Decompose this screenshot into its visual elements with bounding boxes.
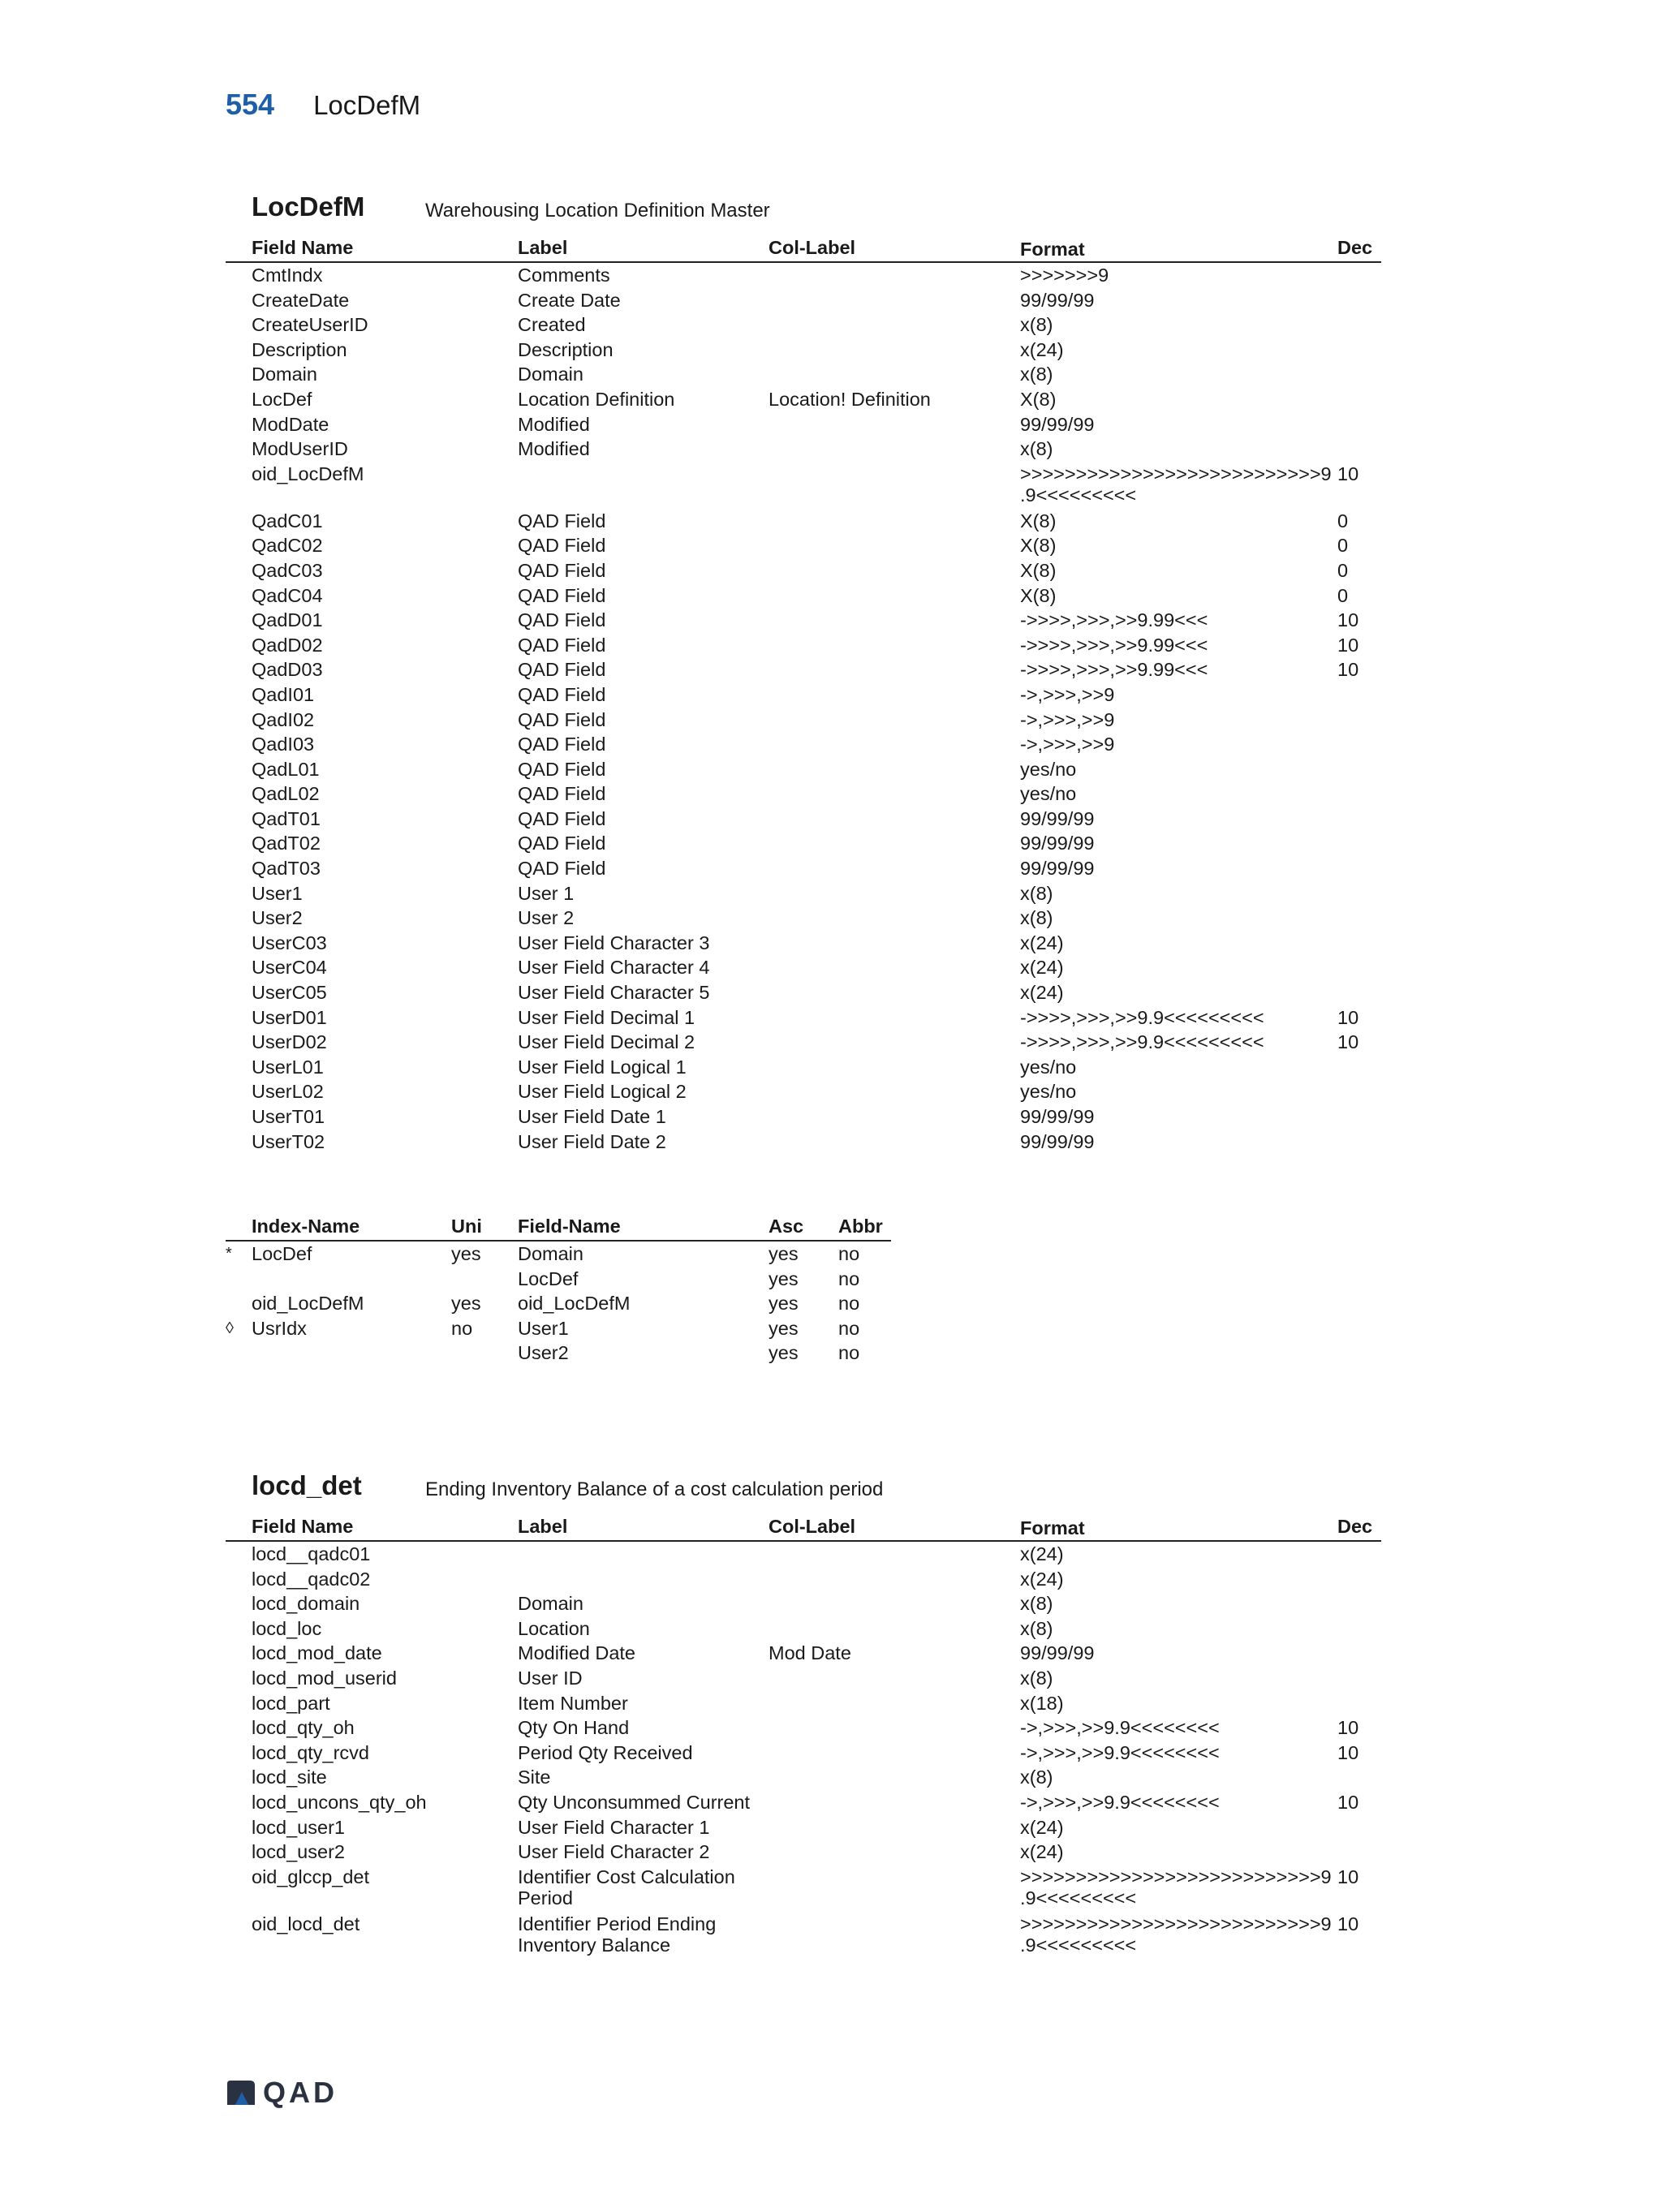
format-cell: yes/no xyxy=(1020,783,1077,805)
label-cell: User ID xyxy=(518,1667,583,1689)
label-cell: Qty Unconsummed Current xyxy=(518,1791,751,1813)
header-format: Format xyxy=(1020,1517,1085,1539)
format-cell: 99/99/99 xyxy=(1020,1642,1095,1664)
field-name-cell: oid_LocDefM xyxy=(252,463,364,484)
format-cell: >>>>>>>>>>>>>>>>>>>>>>>>>>>9 .9<<<<<<<<< xyxy=(1020,1913,1332,1956)
label-cell: Domain xyxy=(518,364,583,385)
field-name-cell: UserC04 xyxy=(252,957,327,979)
field-name-cell: QadT01 xyxy=(252,807,321,829)
table-row xyxy=(226,362,1381,387)
index-row xyxy=(226,1291,891,1316)
field-name-cell: UserL01 xyxy=(252,1056,324,1078)
dec-cell: 10 xyxy=(1337,1791,1359,1813)
field-name-cell: Description xyxy=(252,338,347,360)
table-row xyxy=(226,682,1381,708)
format-cell: x(8) xyxy=(1020,882,1053,904)
label-cell: QAD Field xyxy=(518,708,606,730)
table-row xyxy=(226,906,1381,931)
index-field-cell: User1 xyxy=(518,1317,569,1339)
label-cell: Identifier Period Ending Inventory Balance xyxy=(518,1913,717,1956)
label-cell: Description xyxy=(518,338,614,360)
table-row xyxy=(226,263,1381,288)
label-cell: Created xyxy=(518,314,586,336)
label-cell: Identifier Cost Calculation Period xyxy=(518,1866,735,1909)
table-row xyxy=(226,1079,1381,1104)
table-row xyxy=(226,1715,1381,1741)
table-row xyxy=(226,1691,1381,1716)
table-section-locd-det xyxy=(226,1470,1381,1959)
format-cell: >>>>>>>>>>>>>>>>>>>>>>>>>>>9 .9<<<<<<<<< xyxy=(1020,1866,1332,1909)
field-name-cell: QadL01 xyxy=(252,758,320,780)
uni-cell: yes xyxy=(451,1243,481,1264)
format-cell: ->>>>,>>>,>>9.99<<< xyxy=(1020,634,1208,656)
format-cell: ->>>>,>>>,>>9.9<<<<<<<<< xyxy=(1020,1031,1264,1053)
index-field-cell: User2 xyxy=(518,1342,569,1364)
field-name-cell: QadD02 xyxy=(252,634,323,656)
field-name-cell: UserT02 xyxy=(252,1130,325,1152)
table-row xyxy=(226,955,1381,980)
field-name-cell: locd_user1 xyxy=(252,1816,345,1838)
label-cell: Create Date xyxy=(518,289,621,311)
field-name-cell: UserC05 xyxy=(252,982,327,1004)
label-cell: QAD Field xyxy=(518,659,606,681)
field-name-cell: locd_mod_userid xyxy=(252,1667,397,1689)
label-cell: QAD Field xyxy=(518,634,606,656)
table-row xyxy=(226,1815,1381,1840)
field-name-cell: locd_uncons_qty_oh xyxy=(252,1791,427,1813)
label-cell: User Field Decimal 1 xyxy=(518,1006,695,1028)
header-field-name: Field-Name xyxy=(518,1216,621,1237)
asc-cell: yes xyxy=(769,1317,799,1339)
field-name-cell: QadI02 xyxy=(252,708,315,730)
format-cell: 99/99/99 xyxy=(1020,858,1095,880)
field-name-cell: locd_qty_rcvd xyxy=(252,1741,369,1763)
index-name-cell: UsrIdx xyxy=(252,1317,307,1339)
page-header xyxy=(226,88,420,128)
field-name-cell: locd_qty_oh xyxy=(252,1717,355,1739)
index-section xyxy=(226,1216,1381,1366)
field-table xyxy=(226,237,1381,1154)
field-name-cell: locd_domain xyxy=(252,1593,360,1615)
label-cell: QAD Field xyxy=(518,758,606,780)
label-cell: Location xyxy=(518,1617,590,1639)
dec-cell: 10 xyxy=(1337,1717,1359,1739)
field-name-cell: oid_glccp_det xyxy=(252,1866,370,1887)
label-cell: User Field Character 4 xyxy=(518,957,710,979)
label-cell: Domain xyxy=(518,1593,583,1615)
field-table-body xyxy=(226,263,1381,1154)
table-description: Ending Inventory Balance of a cost calculation period xyxy=(425,1478,884,1500)
table-row xyxy=(226,1741,1381,1766)
table-row xyxy=(226,1865,1381,1912)
table-row xyxy=(226,558,1381,583)
field-name-cell: QadC01 xyxy=(252,510,323,531)
table-row xyxy=(226,757,1381,782)
dec-cell: 10 xyxy=(1337,634,1359,656)
field-name-cell: UserD02 xyxy=(252,1031,327,1053)
table-row xyxy=(226,288,1381,313)
format-cell: ->,>>>,>>9.9<<<<<<<< xyxy=(1020,1791,1220,1813)
format-cell: x(18) xyxy=(1020,1692,1064,1714)
label-cell: Modified Date xyxy=(518,1642,635,1664)
field-name-cell: User2 xyxy=(252,907,303,929)
format-cell: ->>>>,>>>,>>9.99<<< xyxy=(1020,659,1208,681)
uni-cell: no xyxy=(451,1317,473,1339)
index-marker: ◊ xyxy=(226,1319,234,1337)
format-cell: 99/99/99 xyxy=(1020,1130,1095,1152)
page-header-title: LocDefM xyxy=(313,90,421,120)
table-row xyxy=(226,657,1381,682)
asc-cell: yes xyxy=(769,1267,799,1289)
field-name-cell: QadI03 xyxy=(252,734,315,755)
label-cell: QAD Field xyxy=(518,510,606,531)
format-cell: yes/no xyxy=(1020,758,1077,780)
label-cell: User Field Date 1 xyxy=(518,1106,666,1127)
label-cell: QAD Field xyxy=(518,858,606,880)
label-cell: QAD Field xyxy=(518,807,606,829)
table-row xyxy=(226,533,1381,558)
table-row xyxy=(226,1005,1381,1031)
label-cell: User Field Character 5 xyxy=(518,982,710,1004)
field-name-cell: QadD03 xyxy=(252,659,323,681)
format-cell: yes/no xyxy=(1020,1081,1077,1103)
label-cell: QAD Field xyxy=(518,683,606,705)
label-cell: QAD Field xyxy=(518,535,606,557)
label-cell: QAD Field xyxy=(518,833,606,854)
label-cell: User Field Decimal 2 xyxy=(518,1031,695,1053)
table-row xyxy=(226,312,1381,338)
format-cell: 99/99/99 xyxy=(1020,807,1095,829)
dec-cell: 10 xyxy=(1337,1006,1359,1028)
table-name: LocDefM xyxy=(252,192,365,222)
table-row xyxy=(226,462,1381,509)
format-cell: x(8) xyxy=(1020,314,1053,336)
format-cell: x(8) xyxy=(1020,364,1053,385)
field-name-cell: QadC04 xyxy=(252,584,323,606)
format-cell: ->>>>,>>>,>>9.9<<<<<<<<< xyxy=(1020,1006,1264,1028)
abbr-cell: no xyxy=(838,1317,860,1339)
index-table-body xyxy=(226,1242,891,1366)
field-table-header xyxy=(226,1516,1381,1542)
format-cell: x(24) xyxy=(1020,1568,1064,1590)
field-name-cell: QadC02 xyxy=(252,535,323,557)
format-cell: x(8) xyxy=(1020,1667,1053,1689)
field-table-body xyxy=(226,1542,1381,1959)
format-cell: X(8) xyxy=(1020,584,1057,606)
table-row xyxy=(226,1591,1381,1616)
dec-cell: 0 xyxy=(1337,559,1349,581)
table-row xyxy=(226,1567,1381,1592)
index-name-cell: oid_LocDefM xyxy=(252,1293,364,1315)
table-row xyxy=(226,1030,1381,1055)
header-field-name: Field Name xyxy=(252,1516,354,1537)
field-name-cell: locd__qadc01 xyxy=(252,1543,371,1564)
table-row xyxy=(226,881,1381,906)
index-field-cell: Domain xyxy=(518,1243,583,1264)
qad-logo xyxy=(226,2076,338,2110)
label-cell: Period Qty Received xyxy=(518,1741,693,1763)
table-section-locdefm xyxy=(226,192,1381,1154)
format-cell: x(8) xyxy=(1020,1767,1053,1788)
dec-cell: 10 xyxy=(1337,659,1359,681)
table-row xyxy=(226,807,1381,832)
abbr-cell: no xyxy=(838,1293,860,1315)
format-cell: x(8) xyxy=(1020,1617,1053,1639)
format-cell: X(8) xyxy=(1020,559,1057,581)
format-cell: X(8) xyxy=(1020,510,1057,531)
field-name-cell: locd__qadc02 xyxy=(252,1568,371,1590)
label-cell: User Field Date 2 xyxy=(518,1130,666,1152)
label-cell: Modified xyxy=(518,438,590,460)
format-cell: x(24) xyxy=(1020,338,1064,360)
dec-cell: 10 xyxy=(1337,1031,1359,1053)
index-table xyxy=(226,1216,891,1366)
label-cell: User Field Character 1 xyxy=(518,1816,710,1838)
table-row xyxy=(226,1104,1381,1130)
table-row xyxy=(226,387,1381,412)
table-row xyxy=(226,338,1381,363)
format-cell: x(24) xyxy=(1020,1543,1064,1564)
header-label: Label xyxy=(518,1516,568,1537)
label-cell: QAD Field xyxy=(518,609,606,631)
asc-cell: yes xyxy=(769,1243,799,1264)
field-name-cell: locd_loc xyxy=(252,1617,322,1639)
index-field-cell: oid_LocDefM xyxy=(518,1293,631,1315)
table-row xyxy=(226,931,1381,956)
col-label-cell: Location! Definition xyxy=(769,388,931,410)
col-label-cell: Mod Date xyxy=(769,1642,851,1664)
index-row xyxy=(226,1316,891,1341)
format-cell: ->,>>>,>>9 xyxy=(1020,683,1115,705)
field-name-cell: locd_user2 xyxy=(252,1841,345,1863)
page-number: 554 xyxy=(226,88,275,121)
dec-cell: 0 xyxy=(1337,535,1349,557)
table-row xyxy=(226,633,1381,658)
dec-cell: 10 xyxy=(1337,1913,1359,1934)
table-description: Warehousing Location Definition Master xyxy=(425,200,770,222)
table-row xyxy=(226,831,1381,856)
qad-logo-icon xyxy=(226,2079,258,2107)
asc-cell: yes xyxy=(769,1342,799,1364)
field-name-cell: locd_mod_date xyxy=(252,1642,382,1664)
abbr-cell: no xyxy=(838,1267,860,1289)
dec-cell: 0 xyxy=(1337,584,1349,606)
table-row xyxy=(226,1616,1381,1642)
format-cell: x(8) xyxy=(1020,438,1053,460)
field-name-cell: locd_part xyxy=(252,1692,330,1714)
header-uni: Uni xyxy=(451,1216,482,1237)
dec-cell: 10 xyxy=(1337,1866,1359,1887)
uni-cell: yes xyxy=(451,1293,481,1315)
header-abbr: Abbr xyxy=(838,1216,883,1237)
field-name-cell: User1 xyxy=(252,882,303,904)
field-name-cell: QadI01 xyxy=(252,683,315,705)
table-row xyxy=(226,708,1381,733)
table-row xyxy=(226,1641,1381,1666)
label-cell: User 2 xyxy=(518,907,575,929)
field-name-cell: LocDef xyxy=(252,388,312,410)
format-cell: x(8) xyxy=(1020,907,1053,929)
field-name-cell: QadC03 xyxy=(252,559,323,581)
table-row xyxy=(226,509,1381,534)
header-index-name: Index-Name xyxy=(252,1216,360,1237)
label-cell: Modified xyxy=(518,413,590,435)
field-name-cell: ModUserID xyxy=(252,438,348,460)
table-title-row xyxy=(226,192,1381,232)
table-row xyxy=(226,1840,1381,1865)
asc-cell: yes xyxy=(769,1293,799,1315)
index-marker: * xyxy=(226,1245,232,1263)
table-name: locd_det xyxy=(252,1470,362,1500)
table-row xyxy=(226,980,1381,1005)
label-cell: User Field Logical 2 xyxy=(518,1081,687,1103)
format-cell: >>>>>>>9 xyxy=(1020,265,1109,286)
table-row xyxy=(226,583,1381,609)
table-row xyxy=(226,1765,1381,1790)
index-row xyxy=(226,1242,891,1267)
label-cell: Item Number xyxy=(518,1692,628,1714)
dec-cell: 0 xyxy=(1337,510,1349,531)
header-label: Label xyxy=(518,237,568,258)
field-name-cell: UserT01 xyxy=(252,1106,325,1127)
label-cell: Comments xyxy=(518,265,610,286)
field-table xyxy=(226,1516,1381,1959)
qad-logo-text: QAD xyxy=(263,2076,338,2109)
field-name-cell: CreateUserID xyxy=(252,314,368,336)
field-table-header xyxy=(226,237,1381,263)
field-name-cell: ModDate xyxy=(252,413,329,435)
field-name-cell: UserD01 xyxy=(252,1006,327,1028)
header-dec: Dec xyxy=(1337,237,1373,258)
field-name-cell: UserL02 xyxy=(252,1081,324,1103)
format-cell: x(24) xyxy=(1020,1841,1064,1863)
table-row xyxy=(226,1912,1381,1959)
format-cell: >>>>>>>>>>>>>>>>>>>>>>>>>>>9 .9<<<<<<<<< xyxy=(1020,463,1332,506)
index-field-cell: LocDef xyxy=(518,1267,579,1289)
label-cell: Location Definition xyxy=(518,388,675,410)
table-row xyxy=(226,1542,1381,1567)
index-table-header xyxy=(226,1216,891,1242)
index-name-cell: LocDef xyxy=(252,1243,312,1264)
dec-cell: 10 xyxy=(1337,463,1359,484)
field-name-cell: QadD01 xyxy=(252,609,323,631)
format-cell: x(8) xyxy=(1020,1593,1053,1615)
index-row xyxy=(226,1267,891,1292)
label-cell: QAD Field xyxy=(518,559,606,581)
format-cell: ->,>>>,>>9.9<<<<<<<< xyxy=(1020,1717,1220,1739)
field-name-cell: QadT02 xyxy=(252,833,321,854)
format-cell: ->,>>>,>>9.9<<<<<<<< xyxy=(1020,1741,1220,1763)
format-cell: ->,>>>,>>9 xyxy=(1020,734,1115,755)
format-cell: x(24) xyxy=(1020,932,1064,953)
field-name-cell: QadL02 xyxy=(252,783,320,805)
abbr-cell: no xyxy=(838,1342,860,1364)
field-name-cell: CreateDate xyxy=(252,289,350,311)
format-cell: 99/99/99 xyxy=(1020,1106,1095,1127)
table-row xyxy=(226,732,1381,757)
format-cell: x(24) xyxy=(1020,1816,1064,1838)
table-row xyxy=(226,1055,1381,1080)
format-cell: 99/99/99 xyxy=(1020,289,1095,311)
label-cell: Site xyxy=(518,1767,551,1788)
format-cell: ->,>>>,>>9 xyxy=(1020,708,1115,730)
index-row xyxy=(226,1341,891,1366)
format-cell: x(24) xyxy=(1020,957,1064,979)
field-name-cell: oid_locd_det xyxy=(252,1913,360,1934)
table-row xyxy=(226,412,1381,437)
label-cell: User 1 xyxy=(518,882,575,904)
label-cell: User Field Logical 1 xyxy=(518,1056,687,1078)
format-cell: 99/99/99 xyxy=(1020,413,1095,435)
label-cell: QAD Field xyxy=(518,584,606,606)
field-name-cell: CmtIndx xyxy=(252,265,323,286)
table-title-row xyxy=(226,1470,1381,1511)
field-name-cell: QadT03 xyxy=(252,858,321,880)
format-cell: X(8) xyxy=(1020,535,1057,557)
header-col-label: Col-Label xyxy=(769,237,856,258)
table-row xyxy=(226,437,1381,462)
abbr-cell: no xyxy=(838,1243,860,1264)
format-cell: ->>>>,>>>,>>9.99<<< xyxy=(1020,609,1208,631)
table-row xyxy=(226,1666,1381,1691)
header-dec: Dec xyxy=(1337,1516,1373,1537)
format-cell: yes/no xyxy=(1020,1056,1077,1078)
header-format: Format xyxy=(1020,239,1085,260)
table-row xyxy=(226,608,1381,633)
field-name-cell: locd_site xyxy=(252,1767,327,1788)
format-cell: X(8) xyxy=(1020,388,1057,410)
format-cell: 99/99/99 xyxy=(1020,833,1095,854)
label-cell: QAD Field xyxy=(518,734,606,755)
table-row xyxy=(226,1790,1381,1815)
field-name-cell: Domain xyxy=(252,364,317,385)
dec-cell: 10 xyxy=(1337,609,1359,631)
label-cell: QAD Field xyxy=(518,783,606,805)
header-asc: Asc xyxy=(769,1216,804,1237)
table-row xyxy=(226,856,1381,881)
label-cell: User Field Character 2 xyxy=(518,1841,710,1863)
dec-cell: 10 xyxy=(1337,1741,1359,1763)
label-cell: User Field Character 3 xyxy=(518,932,710,953)
field-name-cell: UserC03 xyxy=(252,932,327,953)
header-field-name: Field Name xyxy=(252,237,354,258)
label-cell: Qty On Hand xyxy=(518,1717,630,1739)
table-row xyxy=(226,1130,1381,1155)
format-cell: x(24) xyxy=(1020,982,1064,1004)
header-col-label: Col-Label xyxy=(769,1516,856,1537)
table-row xyxy=(226,781,1381,807)
